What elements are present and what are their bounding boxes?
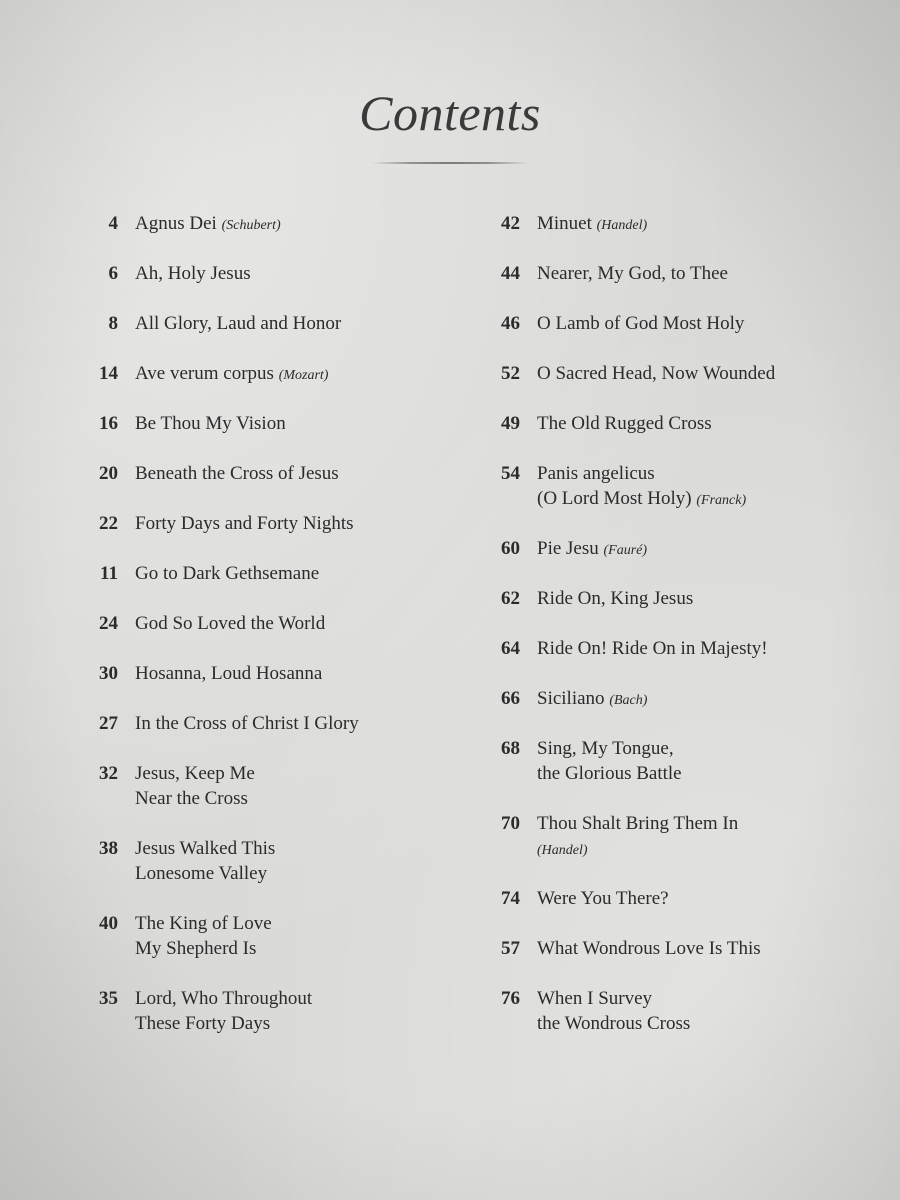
entry-title-line xyxy=(135,461,339,486)
entry-title-line xyxy=(537,986,690,1011)
entry-title-line xyxy=(537,761,682,786)
entry-title xyxy=(135,261,251,286)
entry-title-text: Beneath the Cross of Jesus xyxy=(135,463,339,484)
page-number: 52 xyxy=(501,363,520,384)
contents-entry xyxy=(80,911,272,961)
page-number: 62 xyxy=(501,588,520,609)
page-number: 76 xyxy=(501,988,520,1009)
entry-title-text: Ride On, King Jesus xyxy=(537,588,694,609)
contents-entry xyxy=(482,636,768,661)
entry-title-line xyxy=(537,636,768,661)
entry-title xyxy=(135,311,341,336)
contents-entry xyxy=(80,611,325,636)
entry-title xyxy=(537,411,712,436)
page-number: 68 xyxy=(501,738,520,759)
entry-title xyxy=(537,586,693,611)
contents-entry xyxy=(80,261,251,286)
entry-title-text: Minuet xyxy=(537,213,592,234)
page-number: 38 xyxy=(99,838,118,859)
entry-title-text: Agnus Dei xyxy=(135,213,217,234)
contents-entry xyxy=(80,761,255,811)
page-number: 35 xyxy=(99,988,118,1009)
contents-entry xyxy=(80,211,281,238)
entry-title-line xyxy=(135,911,272,936)
contents-entry xyxy=(482,586,693,611)
page-number: 27 xyxy=(99,713,118,734)
entry-title xyxy=(135,836,275,886)
entry-title-text: Thou Shalt Bring Them In xyxy=(537,813,739,834)
page-title: Contents xyxy=(359,85,541,141)
page-number: 20 xyxy=(99,463,118,484)
entry-title xyxy=(537,261,728,286)
entry-title-text: Panis angelicus xyxy=(537,463,655,484)
page-number: 64 xyxy=(501,638,520,659)
entry-title xyxy=(135,411,286,436)
contents-entry xyxy=(80,511,354,536)
entry-title-text: Nearer, My God, to Thee xyxy=(537,263,728,284)
entry-title-line xyxy=(135,861,275,886)
entry-title-text: Pie Jesu xyxy=(537,538,599,559)
entry-title-text: All Glory, Laud and Honor xyxy=(135,313,342,334)
entry-title-line xyxy=(537,361,775,386)
entry-title-line xyxy=(135,411,286,436)
entry-title xyxy=(537,811,738,863)
entry-title-line xyxy=(135,311,341,336)
contents-entry xyxy=(482,736,682,786)
page-number: 24 xyxy=(99,613,118,634)
entry-title-text: The King of Love xyxy=(135,913,272,934)
entry-title-line xyxy=(135,561,319,586)
contents-entry xyxy=(482,361,775,386)
page-number: 42 xyxy=(501,213,520,234)
contents-entry xyxy=(80,836,275,886)
composer-name: (Franck) xyxy=(696,493,747,508)
page-number: 22 xyxy=(99,513,118,534)
entry-title-line xyxy=(537,486,746,513)
contents-entry xyxy=(80,711,359,736)
entry-title-text: Lord, Who Throughout xyxy=(135,988,313,1009)
entry-title xyxy=(135,361,328,388)
composer-name: (Mozart) xyxy=(278,368,329,383)
entry-title-line xyxy=(135,761,255,786)
entry-title-line xyxy=(537,411,712,436)
contents-entry xyxy=(80,986,312,1036)
contents-entry xyxy=(482,211,647,238)
composer-name: (Bach) xyxy=(609,693,648,708)
entry-title-line xyxy=(537,311,744,336)
entry-title-text: God So Loved the World xyxy=(135,613,326,634)
entry-title-text: Near the Cross xyxy=(135,788,248,809)
entry-title-line xyxy=(135,261,251,286)
page-number: 66 xyxy=(501,688,520,709)
entry-title xyxy=(537,361,775,386)
contents-entry xyxy=(80,411,286,436)
entry-title-text: These Forty Days xyxy=(135,1013,271,1034)
page-number: 60 xyxy=(501,538,520,559)
page-number: 74 xyxy=(501,888,520,909)
entry-title xyxy=(537,886,669,911)
entry-title xyxy=(537,536,647,563)
entry-title-line xyxy=(135,661,322,686)
entry-title-text: O Lamb of God Most Holy xyxy=(537,313,745,334)
entry-title-line xyxy=(135,511,354,536)
entry-title-line xyxy=(135,1011,312,1036)
page-number: 4 xyxy=(108,213,118,234)
entry-title-text: In the Cross of Christ I Glory xyxy=(135,713,359,734)
contents-entry xyxy=(482,461,746,513)
entry-title-line xyxy=(537,1011,690,1036)
composer-name: (Schubert) xyxy=(221,218,281,233)
entry-title-line xyxy=(537,811,738,836)
contents-entry xyxy=(482,411,712,436)
contents-entry xyxy=(482,261,728,286)
entry-title-text: Jesus, Keep Me xyxy=(135,763,255,784)
page-number: 49 xyxy=(501,413,520,434)
contents-entry xyxy=(482,686,647,713)
entry-title xyxy=(135,761,255,811)
entry-title-text: What Wondrous Love Is This xyxy=(537,938,761,959)
entry-title-line xyxy=(537,586,693,611)
entry-title-text: Siciliano xyxy=(537,688,605,709)
entry-title-line xyxy=(135,986,312,1011)
entry-title-text: the Glorious Battle xyxy=(537,763,682,784)
page-number: 14 xyxy=(99,363,118,384)
entry-title-text: (O Lord Most Holy) xyxy=(537,488,692,509)
entry-title-text: Ave verum corpus xyxy=(135,363,274,384)
entry-title-text: Be Thou My Vision xyxy=(135,413,286,434)
entry-title-line xyxy=(537,736,682,761)
page-number: 44 xyxy=(501,263,520,284)
entry-title-line xyxy=(135,786,255,811)
entry-title xyxy=(537,936,761,961)
entry-title xyxy=(135,661,322,686)
entry-title-line xyxy=(135,611,325,636)
page-number: 11 xyxy=(100,563,118,584)
entry-title-line xyxy=(135,361,328,388)
entry-title xyxy=(537,211,647,238)
entry-title xyxy=(537,461,746,513)
contents-entry xyxy=(80,661,322,686)
entry-title-text: Ah, Holy Jesus xyxy=(135,263,251,284)
entry-title xyxy=(135,711,359,736)
contents-entry xyxy=(80,461,339,486)
composer-name: (Fauré) xyxy=(603,543,648,558)
entry-title xyxy=(537,636,768,661)
page-number: 54 xyxy=(501,463,520,484)
entry-title xyxy=(135,211,281,238)
entry-title xyxy=(135,511,354,536)
entry-title xyxy=(135,561,319,586)
entry-title-text: My Shepherd Is xyxy=(135,938,257,959)
page-number: 16 xyxy=(99,413,118,434)
contents-entry xyxy=(80,561,319,586)
entry-title xyxy=(537,311,744,336)
entry-title xyxy=(135,611,325,636)
page-number: 70 xyxy=(501,813,520,834)
entry-title-text: Jesus Walked This xyxy=(135,838,276,859)
contents-entry xyxy=(482,811,738,863)
entry-title-text: When I Survey xyxy=(537,988,653,1009)
contents-entry xyxy=(482,886,669,911)
page-number: 46 xyxy=(501,313,520,334)
entry-title-text: Ride On! Ride On in Majesty! xyxy=(537,638,768,659)
page-number: 8 xyxy=(108,313,118,334)
entry-title-text: The Old Rugged Cross xyxy=(537,413,712,434)
entry-title-line xyxy=(135,936,272,961)
contents-entry xyxy=(80,311,341,336)
entry-title-line xyxy=(135,836,275,861)
entry-title-line xyxy=(537,261,728,286)
title-divider xyxy=(372,162,528,164)
entry-title xyxy=(135,986,312,1036)
contents-entry xyxy=(80,361,328,388)
entry-title xyxy=(135,461,339,486)
composer-name: (Handel) xyxy=(596,218,648,233)
entry-title-line xyxy=(537,936,761,961)
entry-title-line xyxy=(537,886,669,911)
composer-name: (Handel) xyxy=(537,843,588,858)
entry-title-line xyxy=(135,711,359,736)
entry-title-line xyxy=(537,536,647,563)
page-number: 57 xyxy=(501,938,520,959)
entry-title-text: Go to Dark Gethsemane xyxy=(135,563,320,584)
entry-title-text: Forty Days and Forty Nights xyxy=(135,513,354,534)
page-number: 6 xyxy=(108,263,118,284)
contents-entry xyxy=(482,986,690,1036)
entry-title-line xyxy=(537,686,647,713)
entry-title-line xyxy=(537,836,738,863)
entry-title xyxy=(537,986,690,1036)
page-number: 40 xyxy=(99,913,118,934)
entry-title-text: Sing, My Tongue, xyxy=(537,738,674,759)
contents-entry xyxy=(482,936,761,961)
page-number: 30 xyxy=(99,663,118,684)
entry-title-text: Were You There? xyxy=(537,888,669,909)
entry-title-text: Hosanna, Loud Hosanna xyxy=(135,663,323,684)
page-number: 32 xyxy=(99,763,118,784)
contents-entry xyxy=(482,311,744,336)
entry-title xyxy=(537,686,647,713)
contents-entry xyxy=(482,536,647,563)
entry-title xyxy=(135,911,272,961)
entry-title-text: the Wondrous Cross xyxy=(537,1013,691,1034)
entry-title-text: Lonesome Valley xyxy=(135,863,268,884)
entry-title-line xyxy=(537,461,746,486)
entry-title-line xyxy=(135,211,281,238)
entry-title xyxy=(537,736,682,786)
entry-title-line xyxy=(537,211,647,238)
entry-title-text: O Sacred Head, Now Wounded xyxy=(537,363,776,384)
